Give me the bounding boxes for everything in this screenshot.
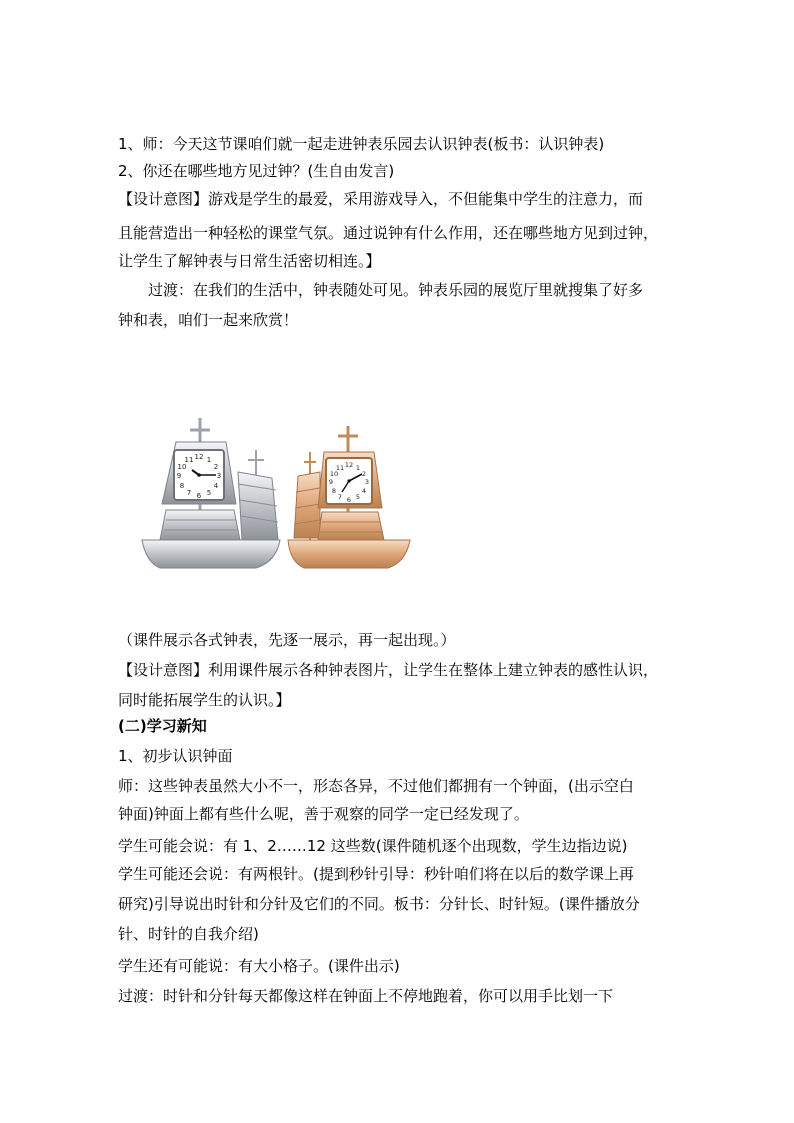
text-line-1: 1、师：今天这节课咱们就一起走进钟表乐园去认识钟表(板书：认识钟表) — [118, 135, 605, 153]
gold-clock-number-7: 7 — [337, 493, 343, 501]
text-line-2: 2、你还在哪些地方见过钟？(生自由发言) — [118, 162, 395, 180]
silver-clock-number-8: 8 — [179, 482, 185, 490]
student-line-1: 学生可能会说：有 1、2……12 这些数(课件随机逐个出现数，学生边指边说) — [118, 837, 628, 855]
design-intent-2-line-2: 同时能拓展学生的认识。】 — [118, 691, 291, 709]
gold-clock-number-5: 5 — [355, 493, 361, 501]
silver-ship-clock — [142, 418, 280, 568]
transition-line-2: 钟和表，咱们一起来欣赏！ — [118, 311, 299, 329]
silver-clock-number-12: 12 — [194, 453, 204, 461]
design-intent-1-line-3: 让学生了解钟表与日常生活密切相连。】 — [118, 252, 381, 270]
gold-ship-clock — [288, 426, 410, 568]
gold-clock-number-8: 8 — [331, 487, 337, 495]
silver-clock-number-7: 7 — [186, 489, 192, 497]
silver-clock-number-11: 11 — [184, 456, 194, 464]
silver-clock-number-5: 5 — [206, 489, 212, 497]
student-line-4: 针、时针的自我介绍) — [118, 925, 259, 943]
section-heading: (二)学习新知 — [118, 717, 207, 735]
transition-line-1: 过渡：在我们的生活中，钟表随处可见。钟表乐园的展览厅里就搜集了好多 — [148, 281, 644, 299]
gold-clock-number-9: 9 — [328, 478, 334, 486]
gold-clock-number-1: 1 — [355, 464, 361, 472]
gold-clock-number-2: 2 — [361, 470, 367, 478]
silver-clock-number-3: 3 — [216, 472, 222, 480]
silver-clock-number-6: 6 — [196, 492, 202, 500]
silver-clock-number-9: 9 — [176, 472, 182, 480]
silver-clock-number-2: 2 — [213, 463, 219, 471]
silver-clock-number-4: 4 — [213, 482, 219, 490]
gold-clock-number-6: 6 — [346, 496, 352, 504]
gold-clock-number-4: 4 — [361, 487, 367, 495]
silver-clock-number-10: 10 — [177, 463, 187, 471]
gold-clock-number-10: 10 — [329, 470, 339, 478]
design-intent-2-line-1: 【设计意图】利用课件展示各种钟表图片，让学生在整体上建立钟表的感性认识， — [118, 661, 659, 679]
transition-final: 过渡：时针和分针每天都像这样在钟面上不停地跑着，你可以用手比划一下 — [118, 987, 614, 1005]
teacher-line-2: 钟面)钟面上都有些什么呢，善于观察的同学一定已经发现了。 — [118, 805, 529, 823]
courseware-note: （课件展示各式钟表，先逐一展示，再一起出现。） — [118, 631, 456, 649]
gold-clock-number-11: 11 — [335, 464, 345, 472]
student-line-2: 学生可能还会说：有两根针。(提到秒针引导：秒针咱们将在以后的数学课上再 — [118, 865, 634, 883]
gold-clock-number-3: 3 — [364, 478, 370, 486]
subsection-heading: 1、初步认识钟面 — [118, 747, 233, 765]
ship-clocks-image — [138, 412, 418, 572]
student-line-5: 学生还有可能说：有大小格子。(课件出示) — [118, 957, 400, 975]
student-line-3: 研究)引导说出时针和分针及它们的不同。板书：分针长、时针短。(课件播放分 — [118, 895, 640, 913]
silver-clock-number-1: 1 — [206, 456, 212, 464]
teacher-line-1: 师：这些钟表虽然大小不一，形态各异，不过他们都拥有一个钟面，(出示空白 — [118, 777, 634, 795]
design-intent-1-line-1: 【设计意图】游戏是学生的最爱，采用游戏导入，不但能集中学生的注意力，而 — [118, 190, 644, 208]
design-intent-1-line-2: 且能营造出一种轻松的课堂气氛。通过说钟有什么作用，还在哪些地方见到过钟， — [118, 224, 659, 242]
gold-clock-number-12: 12 — [344, 461, 354, 469]
